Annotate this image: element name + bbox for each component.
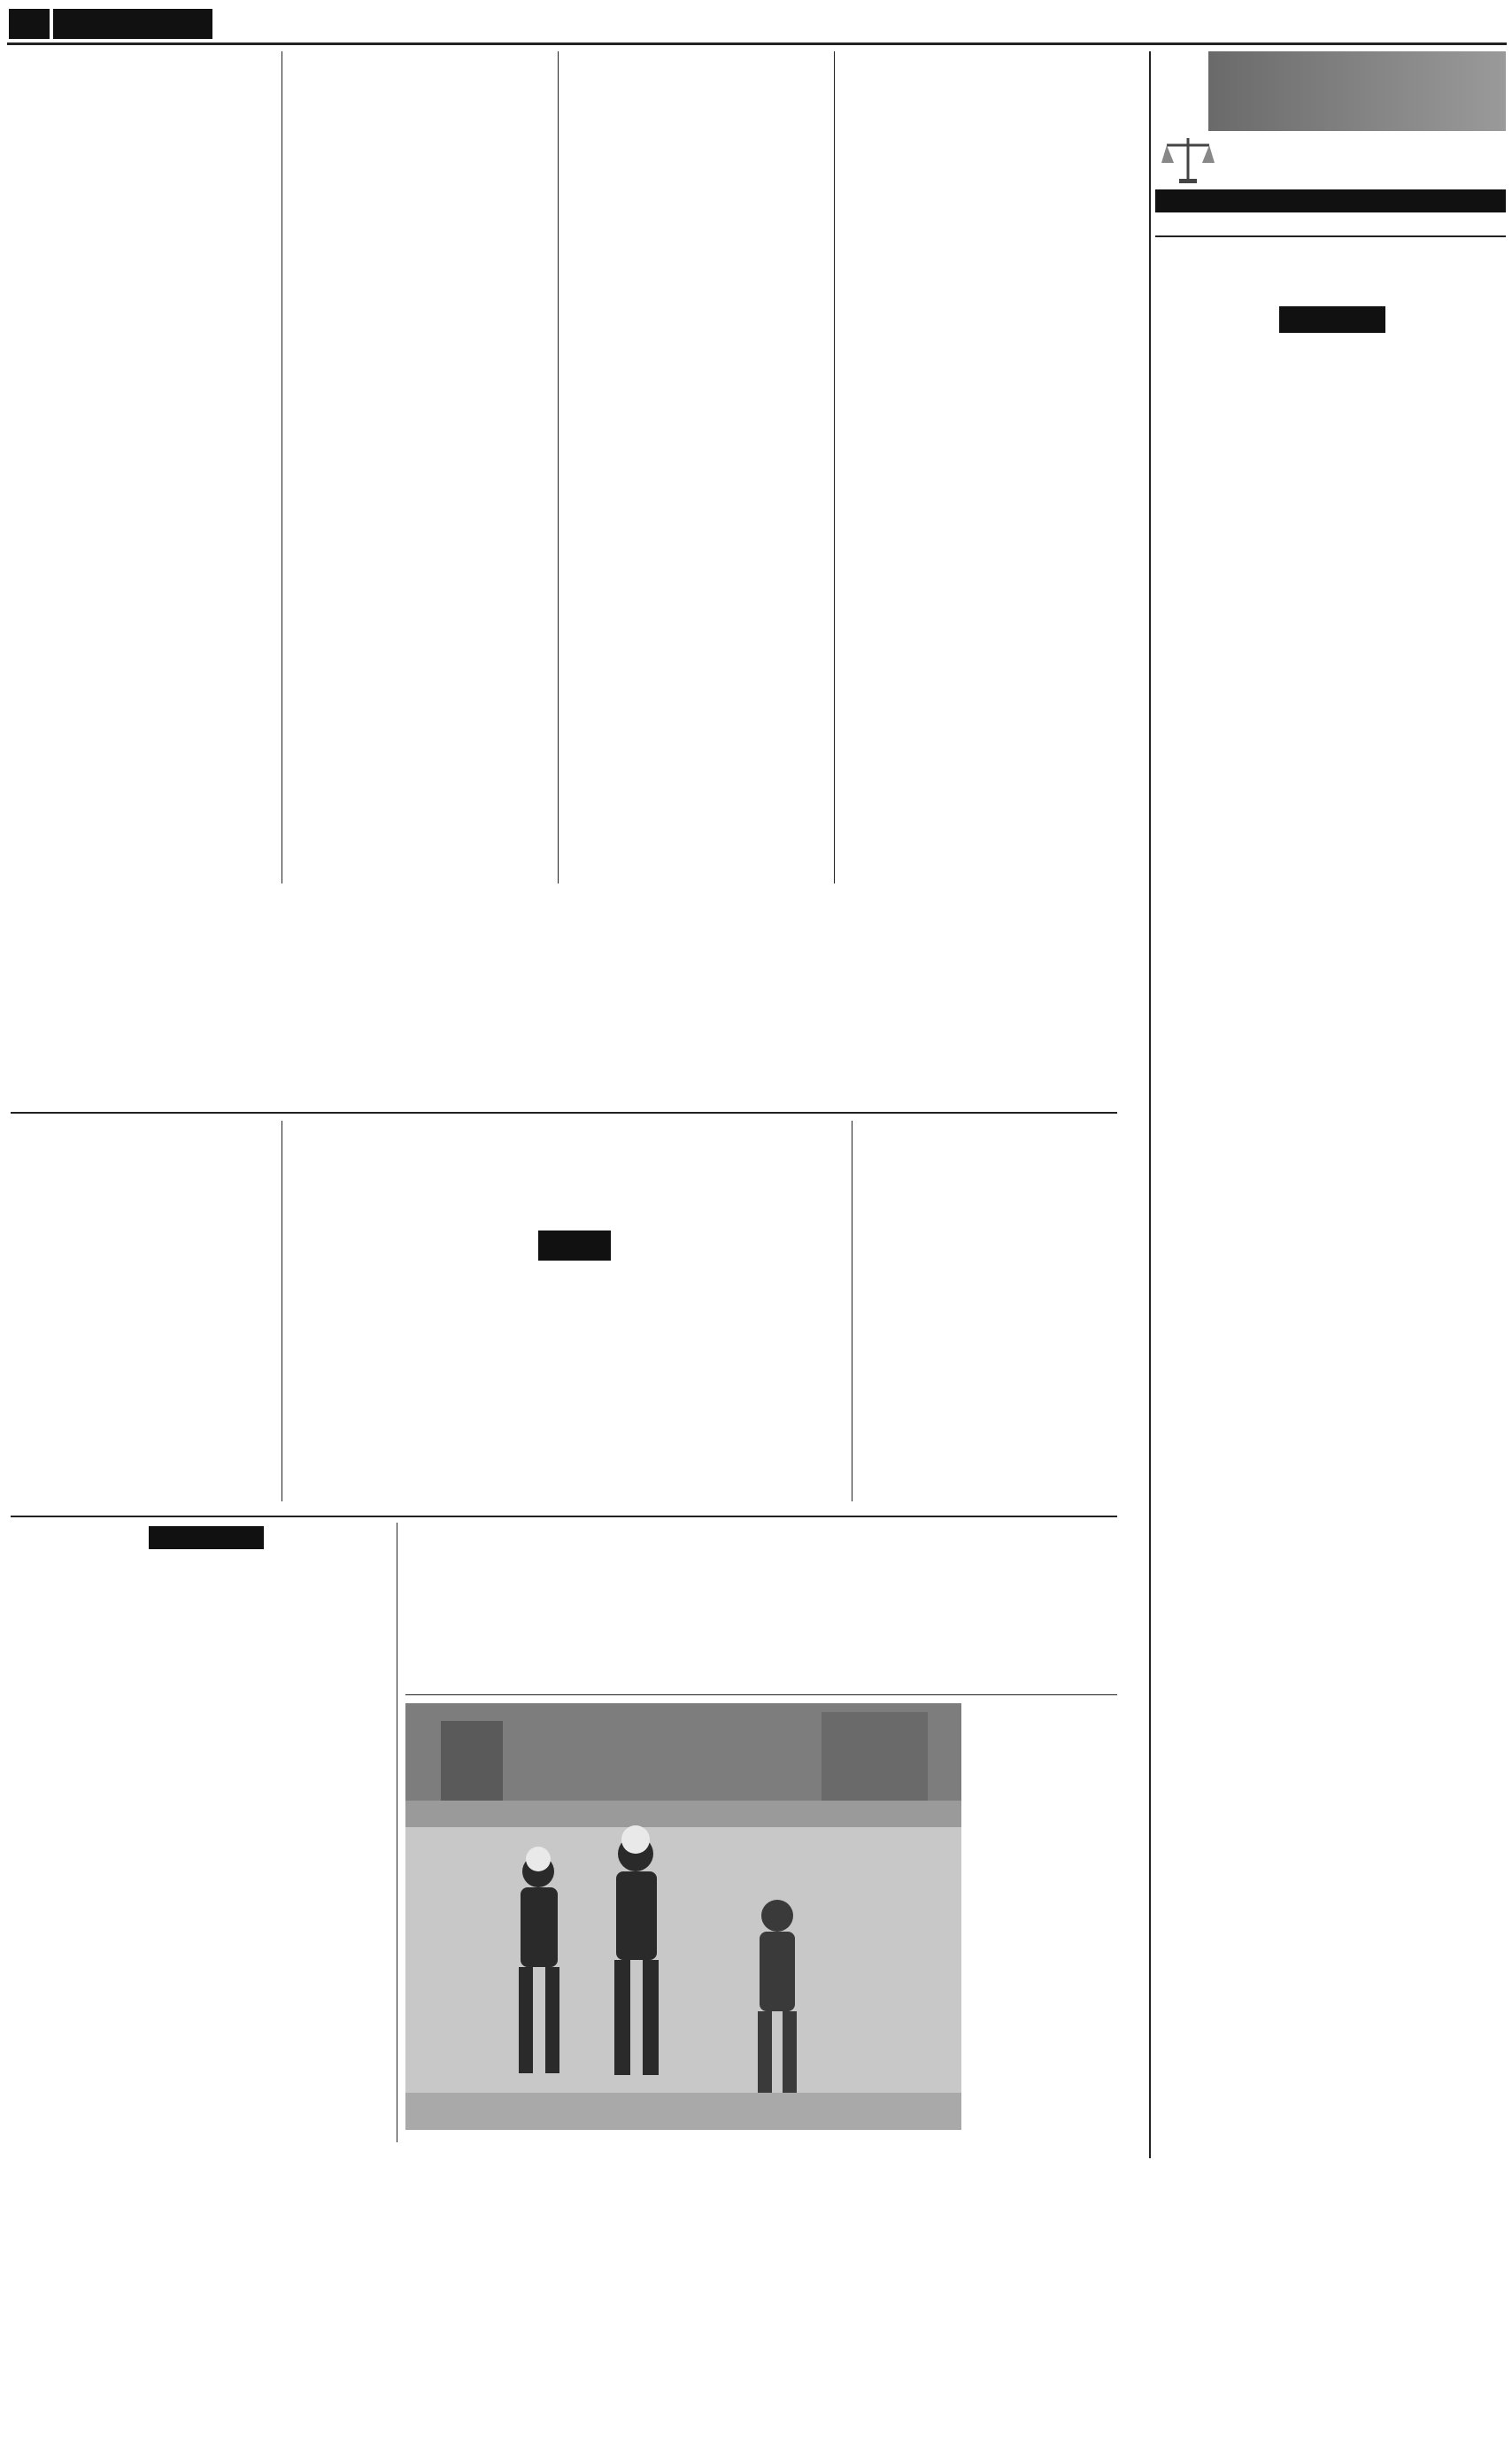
section-badge [53,9,212,39]
mid-column-2 [287,1121,533,1501]
court-col-2 [671,1622,883,1693]
weekly-badge [1279,306,1385,333]
header-rule [7,42,1507,45]
top-column-1 [11,51,276,883]
column-divider [558,51,559,883]
top-column-2 [287,51,552,883]
page-number-badge [9,9,50,39]
scales-icon [1160,133,1216,186]
gmw-banner [1208,51,1506,131]
news-photo [405,1703,961,2130]
skating-police-image [405,1703,961,2130]
court-col-1 [405,1523,662,1682]
sidebar-body [21,1703,384,2181]
court-col-3 [894,1622,1115,1693]
mid-column-1 [11,1121,276,1501]
right-rule [1155,235,1506,237]
editor-bar [1155,189,1506,212]
mid-column-4 [857,1121,1115,1501]
top-column-4 [839,51,1115,883]
column-divider [834,51,835,883]
focus-badge [538,1230,611,1261]
mid-column-3 [620,1121,846,1501]
mid-rule [11,1516,1117,1517]
court-rule [405,1694,1117,1695]
banner-rule [11,1112,1117,1114]
sidebar-badge [149,1526,264,1549]
top-column-3 [563,51,829,883]
photo-caption [970,1709,1117,2098]
right-column-divider [1149,51,1151,2158]
